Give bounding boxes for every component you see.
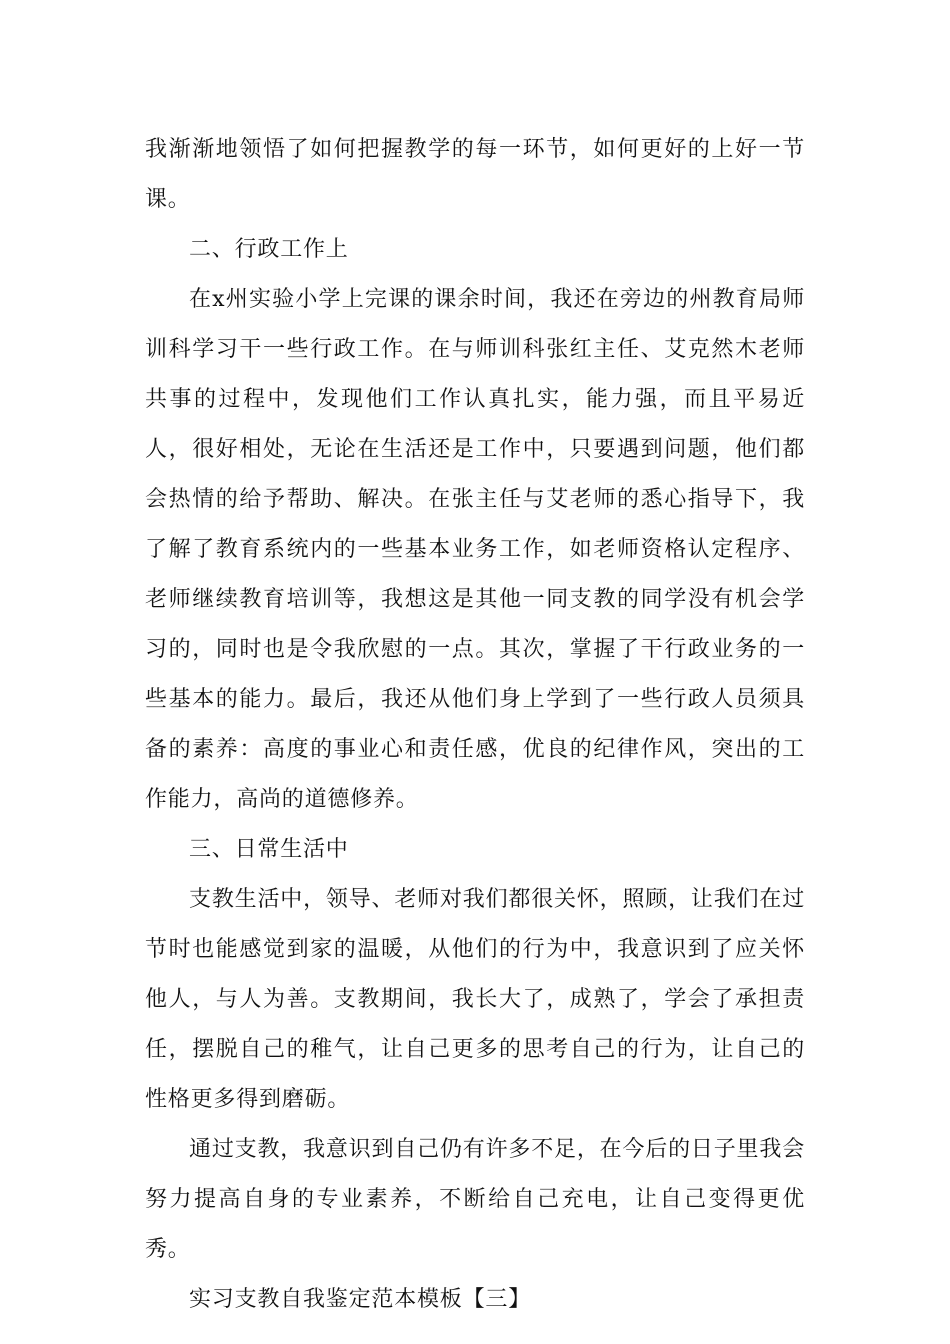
paragraph-continued: 我渐渐地领悟了如何把握教学的每一环节，如何更好的上好一节课。: [145, 137, 805, 212]
paragraph-conclusion: 通过支教，我意识到自己仍有许多不足，在今后的日子里我会努力提高自身的专业素养，不断给自己充电，让自己变得更优秀。: [145, 1137, 805, 1262]
heading-daily-life: 三、日常生活中: [189, 837, 349, 862]
section-title: 实习支教自我鉴定范本模板【三】: [189, 1287, 532, 1312]
paragraph-admin-work: 在x州实验小学上完课的课余时间，我还在旁边的州教育局师训科学习干一些行政工作。在与师训科张红主任、艾克然木老师共事的过程中，发现他们工作认真扎实，能力强，而且平易近人，很好相处，无论在生活还是工作中，只要遇到问题，他们都会热情的给予帮助、解决。在张主任与艾老师的悉心指导下，我了解了教育系统内的一些基本业务工作，如老师资格认定程序、老师继续教育培训等，我想这是其他一同支教的同学没有机会学习的，同时也是令我欣慰的一点。其次，掌握了干行政业务的一些基本的能力。最后，我还从他们身上学到了一些行政人员须具备的素养：高度的事业心和责任感，优良的纪律作风，突出的工作能力，高尚的道德修养。: [145, 287, 805, 812]
document-body: [145, 125, 805, 1325]
heading-admin-work: 二、行政工作上: [189, 237, 349, 262]
paragraph-daily-life: 支教生活中，领导、老师对我们都很关怀，照顾，让我们在过节时也能感觉到家的温暖，从他们的行为中，我意识到了应关怀他人，与人为善。支教期间，我长大了，成熟了，学会了承担责任，摆脱自己的稚气，让自己更多的思考自己的行为，让自己的性格更多得到磨砺。: [145, 887, 805, 1112]
